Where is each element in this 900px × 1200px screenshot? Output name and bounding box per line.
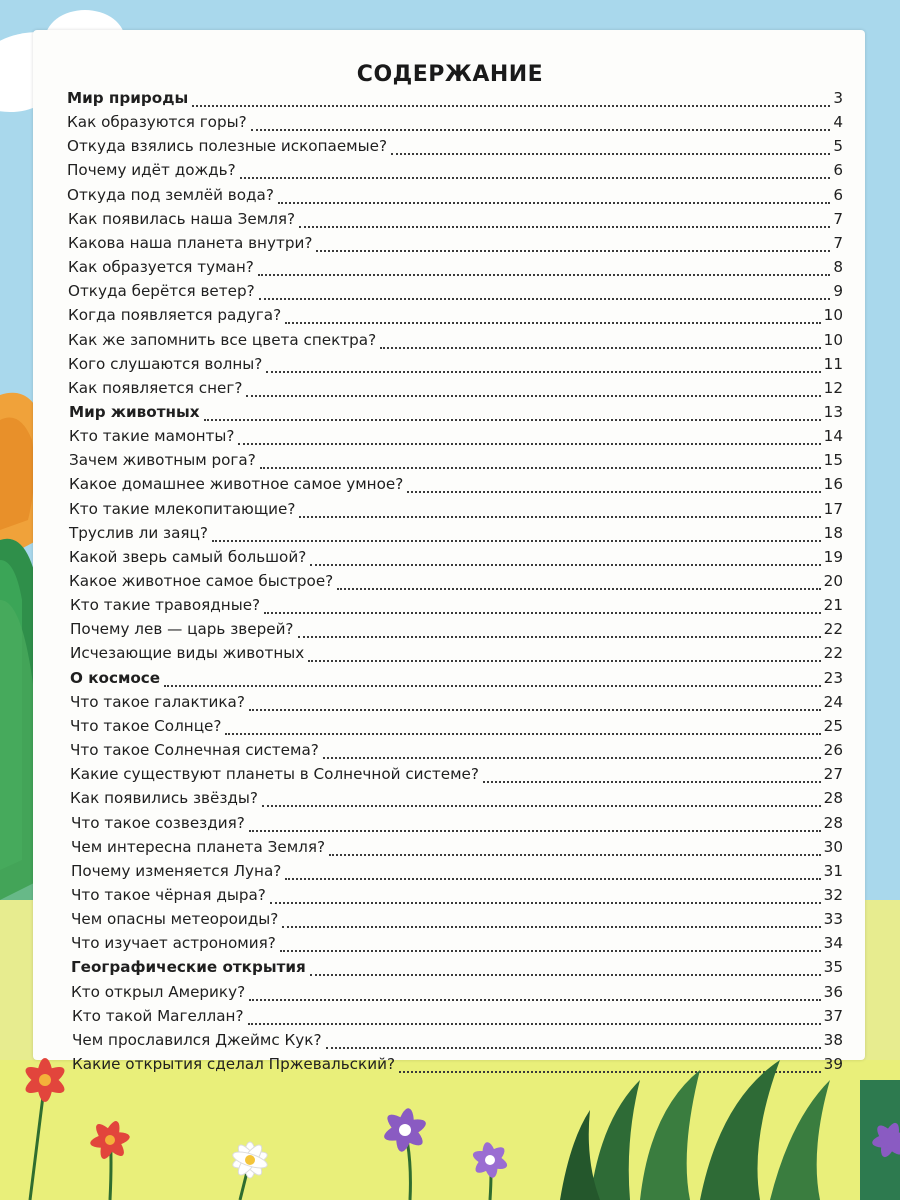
toc-item-title: Кто открыл Америку? [71,983,246,1001]
dot-leader [329,854,821,856]
toc-item-title: Почему лев — царь зверей? [70,620,294,638]
toc-page-number: 17 [823,500,843,518]
toc-row[interactable] [70,765,843,789]
dot-leader [262,805,821,807]
toc-item-title: Какое животное самое быстрое? [69,572,334,590]
toc-page-number: 3 [833,89,843,107]
toc-page-number: 22 [823,620,843,638]
toc-page-number: 18 [823,524,843,542]
dot-leader [238,443,820,445]
toc-row[interactable] [70,717,843,741]
toc-row[interactable] [70,596,843,620]
toc-row[interactable] [69,451,843,475]
toc-item-title: Какова наша планета внутри? [68,234,313,252]
toc-page-number: 6 [833,161,843,179]
dot-leader [164,685,821,687]
toc-row[interactable] [71,934,843,958]
toc-row[interactable] [68,282,843,306]
dot-leader [285,322,821,324]
toc-item-title: Кто такие травоядные? [70,596,261,614]
dot-leader [298,636,821,638]
toc-item-title: Откуда под землёй вода? [67,186,274,204]
toc-page-number: 15 [823,451,843,469]
toc-item-title: Откуда взялись полезные ископаемые? [67,137,388,155]
toc-page-number: 16 [823,475,843,493]
toc-row[interactable] [67,113,843,137]
toc-row[interactable] [72,1055,843,1079]
dot-leader [316,250,830,252]
dot-leader [483,781,821,783]
dot-leader [310,564,820,566]
toc-item-title: Что изучает астрономия? [71,934,276,952]
toc-row[interactable] [68,331,843,355]
toc-row[interactable] [69,572,843,596]
toc-page-number: 35 [823,958,843,976]
toc-item-title: Как же запомнить все цвета спектра? [68,331,377,349]
toc-item-title: Как появляется снег? [68,379,243,397]
toc-section-row[interactable] [71,958,843,982]
toc-item-title: Кто такой Магеллан? [72,1007,244,1025]
toc-section-title: Мир животных [69,403,200,421]
toc-page-number: 11 [823,355,843,373]
toc-item-title: Чем прославился Джеймс Кук? [72,1031,322,1049]
toc-page-number: 10 [823,331,843,349]
toc-page-number: 7 [833,210,843,228]
toc-row[interactable] [69,524,843,548]
toc-item-title: Какие существуют планеты в Солнечной системе? [70,765,479,783]
dot-leader [266,371,820,373]
toc-section-title: Географические открытия [71,958,306,976]
dot-leader [212,540,821,542]
toc-page-number: 8 [833,258,843,276]
toc-page-number: 21 [823,596,843,614]
page-title: СОДЕРЖАНИЕ [356,62,544,87]
toc-section-title: Мир природы [67,89,189,107]
toc-row[interactable] [67,161,843,185]
dot-leader [308,660,820,662]
toc-item-title: Как образуется туман? [68,258,254,276]
toc-row[interactable] [68,306,843,330]
dot-leader [225,733,820,735]
toc-page-number: 28 [823,814,843,832]
toc-item-title: Чем опасны метеороиды? [71,910,279,928]
toc-page-number: 19 [823,548,843,566]
toc-row[interactable] [71,886,843,910]
toc-item-title: Какие открытия сделал Пржевальский? [72,1055,396,1073]
toc-row[interactable] [68,210,843,234]
dot-leader [323,757,821,759]
toc-item-title: Что такое Солнце? [70,717,222,735]
toc-page-number: 22 [823,644,843,662]
toc-row[interactable] [71,983,843,1007]
toc-row[interactable] [72,1031,843,1055]
toc-page-number: 10 [823,306,843,324]
toc-row[interactable] [68,234,843,258]
toc-row[interactable] [71,862,843,886]
toc-section-row[interactable] [69,403,843,427]
toc-page-number: 31 [823,862,843,880]
toc-row[interactable] [70,789,843,813]
toc-page-number: 13 [823,403,843,421]
dot-leader [391,153,830,155]
toc-row[interactable] [68,355,843,379]
toc-item-title: Почему идёт дождь? [67,161,236,179]
toc-row[interactable] [69,427,843,451]
toc-item-title: Что такое Солнечная система? [70,741,319,759]
toc-row[interactable] [69,500,843,524]
toc-row[interactable] [71,814,843,838]
toc-page-number: 33 [823,910,843,928]
toc-row[interactable] [71,910,843,934]
dot-leader [249,999,821,1001]
dot-leader [280,950,821,952]
toc-row[interactable] [70,620,843,644]
dot-leader [285,878,820,880]
toc-row[interactable] [70,741,843,765]
toc-item-title: Какой зверь самый большой? [69,548,307,566]
toc-page-number: 25 [823,717,843,735]
toc-page-number: 20 [823,572,843,590]
dot-leader [407,491,820,493]
dot-leader [192,105,830,107]
toc-page-number: 26 [823,741,843,759]
dot-leader [258,274,830,276]
toc-item-title: Кто такие млекопитающие? [69,500,296,518]
toc-row[interactable] [70,644,843,668]
toc-page-number: 23 [823,669,843,687]
dot-leader [249,709,821,711]
toc-row[interactable] [68,379,843,403]
toc-section-title: О космосе [70,669,161,687]
toc-page-number: 24 [823,693,843,711]
dot-leader [270,902,821,904]
toc-page-number: 32 [823,886,843,904]
toc-page-number: 30 [823,838,843,856]
toc-page-number: 36 [823,983,843,1001]
toc-item-title: Какое домашнее животное самое умное? [69,475,404,493]
dot-leader [337,588,820,590]
toc-page-number: 37 [823,1007,843,1025]
toc-item-title: Когда появляется радуга? [68,306,282,324]
dot-leader [260,467,821,469]
toc-row[interactable] [69,475,843,499]
toc-row[interactable] [68,258,843,282]
dot-leader [246,395,820,397]
dot-leader [259,298,831,300]
toc-row[interactable] [71,838,843,862]
toc-page-number: 12 [823,379,843,397]
toc-item-title: Кого слушаются волны? [68,355,263,373]
toc-item-title: Исчезающие виды животных [70,644,305,662]
toc-item-title: Чем интересна планета Земля? [71,838,326,856]
toc-item-title: Что такое созвездия? [71,814,245,832]
toc-row[interactable] [72,1007,843,1031]
toc-page-number: 34 [823,934,843,952]
toc-section-row[interactable] [70,669,843,693]
toc-item-title: Как появились звёзды? [70,789,258,807]
toc-item-title: Что такое галактика? [70,693,245,711]
toc-page-number: 28 [823,789,843,807]
toc-item-title: Как образуются горы? [67,113,247,131]
dot-leader [299,226,830,228]
toc-item-title: Труслив ли заяц? [69,524,208,542]
dot-leader [248,1023,821,1025]
dot-leader [264,612,821,614]
toc-page-number: 14 [823,427,843,445]
dot-leader [380,347,821,349]
toc-section-row[interactable] [67,89,843,113]
toc-row[interactable] [69,548,843,572]
dot-leader [299,516,820,518]
toc-item-title: Откуда берётся ветер? [68,282,255,300]
toc-page-number: 6 [833,186,843,204]
dot-leader [326,1047,821,1049]
toc-item-title: Кто такие мамонты? [69,427,235,445]
toc-item-title: Что такое чёрная дыра? [71,886,266,904]
dot-leader [251,129,831,131]
toc-row[interactable] [67,186,843,210]
toc-page-number: 5 [833,137,843,155]
dot-leader [399,1071,821,1073]
toc-row[interactable] [70,693,843,717]
dot-leader [240,177,831,179]
toc-page-number: 27 [823,765,843,783]
toc-page-number: 7 [833,234,843,252]
dot-leader [249,830,821,832]
dot-leader [310,974,821,976]
toc-page-number: 39 [823,1055,843,1073]
dot-leader [204,419,821,421]
toc-item-title: Зачем животным рога? [69,451,256,469]
toc-row[interactable] [67,137,843,161]
toc-page-number: 9 [833,282,843,300]
dot-leader [282,926,820,928]
dot-leader [278,202,830,204]
toc-page-number: 4 [833,113,843,131]
toc-item-title: Почему изменяется Луна? [71,862,282,880]
toc-page-number: 38 [823,1031,843,1049]
toc-item-title: Как появилась наша Земля? [68,210,296,228]
